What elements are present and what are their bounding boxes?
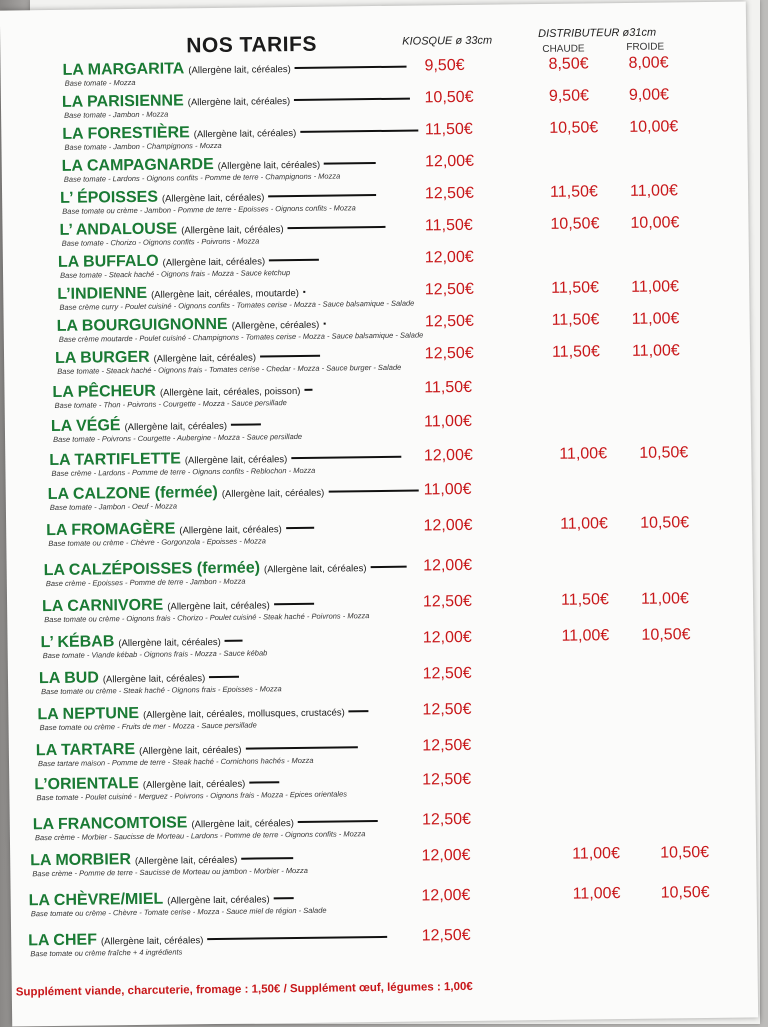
dotted-leader: [269, 259, 319, 261]
price-chaude: 11,50€: [551, 279, 600, 297]
price-chaude: 11,00€: [572, 885, 621, 903]
price-chaude: 11,50€: [560, 591, 609, 609]
price-kiosque: 12,50€: [424, 312, 474, 331]
allergen-info: (Allergène lait, céréales): [184, 454, 288, 467]
dotted-leader: [295, 66, 407, 69]
dotted-leader: [225, 640, 243, 642]
pizza-name-text: LA CALZÉPOISSES (fermée): [43, 559, 261, 580]
allergen-info: (Allergène lait, céréales): [188, 64, 291, 77]
ingredients: Base crème - Epoisses - Pomme de terre - Jambon - Mozza: [45, 576, 246, 589]
price-froide: 10,00€: [630, 214, 680, 232]
ingredients: Base tomate - Lardons - Oignons confits - Pomme de terre - Champignons - Mozza: [63, 171, 341, 184]
pizza-name-text: LA MORBIER: [30, 851, 132, 870]
page-title: NOS TARIFS: [186, 32, 318, 58]
menu-item: [8, 697, 754, 738]
pizza-name-text: LA NEPTUNE: [37, 704, 140, 724]
ingredients: Base crème moutarde - Poulet cuisiné - Champignons - Tomates cerise - Mozza - Sauce balsamique - Salade: [58, 330, 424, 344]
pizza-name-text: LA FORESTIÈRE: [62, 124, 190, 143]
price-kiosque: 12,00€: [422, 628, 472, 647]
allergen-info: (Allergène lait, céréales): [191, 818, 294, 831]
dotted-leader: [268, 194, 376, 197]
pizza-name-text: LA FROMAGÈRE: [46, 520, 176, 540]
price-kiosque: 11,00€: [423, 480, 472, 499]
price-kiosque: 12,50€: [424, 184, 474, 203]
ingredients: Base crème - Pomme de terre - Saucisse de Morteau ou jambon - Morbier - Mozza: [32, 865, 308, 879]
price-chaude: 11,00€: [561, 627, 610, 645]
ingredients: Base tomate - Poivrons - Courgette - Aubergine - Mozza - Sauce persillade: [53, 431, 303, 444]
ingredients: Base tomate - Poulet cuisiné - Merguez - Poivrons - Oignons frais - Mozza - Epices orientales: [36, 789, 348, 803]
allergen-info: (Allergène lait, céréales): [134, 854, 238, 868]
price-chaude: 11,50€: [551, 343, 600, 361]
ingredients: Base tomate - Steack haché - Oignons frais - Mozza - Sauce ketchup: [60, 268, 291, 280]
dotted-leader: [323, 323, 325, 325]
price-kiosque: 12,00€: [424, 248, 474, 267]
pizza-name-text: LA TARTARE: [35, 740, 136, 760]
pizza-name-text: LA BUD: [38, 669, 99, 688]
menu-item: [7, 625, 753, 666]
dotted-leader: [241, 857, 293, 859]
ingredients: Base tartare maison - Pomme de terre - Steak haché - Cornichons hachés - Mozza: [37, 755, 314, 769]
pizza-name-text: LA CAMPAGNARDE: [61, 155, 214, 175]
price-froide: 11,00€: [631, 310, 680, 328]
price-kiosque: 12,00€: [421, 886, 471, 905]
allergen-info: (Allergène lait, céréales): [217, 159, 321, 172]
price-kiosque: 11,00€: [423, 412, 472, 431]
price-kiosque: 9,50€: [424, 56, 465, 75]
price-froide: 11,00€: [631, 342, 680, 360]
dotted-leader: [328, 490, 418, 493]
supplement-note: Supplément viande, charcuterie, fromage : 1,50€ / Supplément œuf, légumes : 1,00€: [15, 980, 473, 999]
ingredients: Base tomate - Jambon - Champignons - Mozza: [64, 140, 222, 152]
pizza-name-text: LA BOURGUIGNONNE: [56, 315, 228, 335]
allergen-info: (Allergène lait, céréales): [193, 127, 297, 141]
ingredients: Base tomate - Mozza: [64, 77, 136, 88]
dotted-leader: [274, 897, 294, 899]
price-kiosque: 12,00€: [423, 516, 473, 535]
pizza-name-text: LA CHEF: [28, 931, 98, 950]
chaude-column-header: CHAUDE: [542, 43, 585, 55]
pizza-name-text: LA VÉGÉ: [50, 417, 121, 436]
allergen-info: (Allergène lait, céréales): [162, 256, 266, 269]
dotted-leader: [274, 603, 314, 605]
price-kiosque: 12,50€: [422, 770, 472, 789]
pizza-name-text: LA BURGER: [54, 348, 150, 367]
price-froide: 10,50€: [641, 626, 691, 644]
dotted-leader: [286, 527, 314, 529]
dotted-leader: [300, 130, 418, 133]
dotted-leader: [260, 355, 320, 357]
dotted-leader: [291, 456, 401, 459]
price-chaude: 8,50€: [548, 55, 589, 73]
pizza-name: [28, 928, 387, 950]
price-chaude: 11,00€: [560, 515, 608, 533]
ingredients: Base tomate - Jambon - Oeuf - Mozza: [49, 501, 178, 513]
ingredients: Base tomate ou crème - Chèvre - Tomate cerise - Mozza - Sauce miel de région - Salade: [30, 905, 327, 919]
price-froide: 10,50€: [660, 883, 710, 902]
allergen-info: (Allergène lait, céréales): [221, 487, 325, 500]
froide-column-header: FROIDE: [626, 41, 665, 53]
price-froide: 9,00€: [628, 86, 670, 104]
allergen-info: (Allergène, céréales): [231, 319, 320, 332]
ingredients: Base tomate - Jambon - Mozza: [64, 109, 169, 120]
pizza-name-text: LA CHÈVRE/MIEL: [28, 890, 164, 910]
kiosque-column-header: KIOSQUE ø 33cm: [402, 34, 493, 48]
pizza-name-text: LA CALZONE (fermée): [47, 483, 218, 504]
allergen-info: (Allergène lait, céréales): [187, 96, 291, 109]
dotted-leader: [209, 676, 239, 678]
allergen-info: (Allergène lait, céréales): [139, 744, 242, 757]
menu-item: [6, 477, 752, 518]
price-kiosque: 12,00€: [423, 556, 473, 575]
price-kiosque: 12,00€: [423, 446, 473, 465]
ingredients: Base tomate - Chorizo - Oignons confits - Poivrons - Mozza: [61, 236, 260, 248]
price-chaude: 10,50€: [549, 119, 599, 137]
allergen-info: (Allergène lait, céréales): [142, 778, 246, 791]
menu-item: [7, 553, 753, 594]
allergen-info: (Allergène lait, céréales): [167, 894, 270, 907]
menu-item: [6, 513, 752, 554]
price-kiosque: 12,00€: [424, 152, 475, 171]
pizza-name: [62, 90, 410, 112]
price-kiosque: 12,50€: [424, 344, 474, 363]
price-froide: 10,50€: [660, 843, 710, 862]
ingredients: Base crème curry - Poulet cuisiné - Oignons confits - Tomates cerise - Mozza - Sauce balsamique - Salade: [59, 298, 415, 312]
price-froide: 11,00€: [629, 182, 678, 200]
price-sheet: [0, 1, 758, 1026]
ingredients: Base tomate - Steack haché - Oignons frais - Tomates cerise - Chedar - Mozza - Sauce burger - Salade: [57, 362, 402, 376]
price-chaude: 9,50€: [548, 87, 590, 105]
dotted-leader: [298, 820, 378, 822]
pizza-name-text: L’ ANDALOUSE: [59, 220, 178, 239]
pizza-name: [48, 482, 419, 505]
pizza-name-text: L’ KÉBAB: [40, 633, 115, 652]
ingredients: Base tomate ou crème fraîche + 4 ingrédients: [30, 947, 183, 959]
allergen-info: (Allergène lait, céréales): [124, 420, 228, 434]
dotted-leader: [207, 936, 387, 940]
ingredients: Base tomate ou crème - Chèvre - Gorgonzola - Epoisses - Mozza: [48, 536, 266, 549]
price-kiosque: 12,50€: [421, 926, 471, 945]
ingredients: Base tomate ou crème - Steak haché - Oignons frais - Epoisses - Mozza: [41, 684, 282, 697]
ingredients: Base tomate ou crème - Fruits de mer - Mozza - Sauce persillade: [39, 720, 257, 733]
dotted-leader: [304, 389, 312, 391]
price-kiosque: 12,50€: [422, 736, 472, 755]
price-kiosque: 11,50€: [424, 216, 473, 235]
dotted-leader: [288, 226, 386, 229]
allergen-info: (Allergène lait, céréales, poisson): [159, 385, 301, 399]
dotted-leader: [249, 781, 279, 783]
pizza-name-text: LA CARNIVORE: [42, 596, 164, 616]
pizza-name: [62, 121, 418, 143]
price-chaude: 11,50€: [549, 183, 598, 201]
price-froide: 11,00€: [640, 590, 689, 608]
price-kiosque: 12,00€: [421, 846, 471, 865]
price-kiosque: 12,50€: [422, 664, 472, 683]
dotted-leader: [303, 291, 305, 293]
price-chaude: 11,00€: [559, 445, 608, 463]
allergen-info: (Allergène lait, céréales): [153, 352, 257, 365]
menu-item: [9, 767, 755, 808]
menu-item: [11, 923, 757, 964]
price-froide: 11,00€: [631, 278, 680, 296]
ingredients: Base tomate - Viande kébab - Oignons frais - Mozza - Sauce kébab: [42, 648, 268, 661]
pizza-name-text: LA TARTIFLETTE: [49, 450, 181, 470]
menu-item: [10, 807, 756, 848]
ingredients: Base tomate ou crème - Oignons frais - Chorizo - Poulet cuisiné - Steak haché - Poivrons - Mozza: [44, 611, 370, 625]
price-kiosque: 11,50€: [424, 120, 473, 139]
dotted-leader: [370, 566, 406, 568]
allergen-info: (Allergène lait, céréales): [102, 673, 206, 686]
pizza-name: [62, 58, 406, 80]
dotted-leader: [324, 162, 376, 164]
price-kiosque: 10,50€: [424, 88, 474, 107]
menu-item: [11, 883, 757, 924]
distributeur-column-header: DISTRIBUTEUR ø31cm: [538, 26, 657, 41]
allergen-info: (Allergène lait, céréales): [263, 563, 367, 576]
allergen-info: (Allergène lait, céréales, mollusques, crustacés): [143, 707, 345, 721]
pizza-name-text: LA PARISIENNE: [61, 92, 184, 111]
ingredients: Base crème - Lardons - Pomme de terre - Oignons confits - Reblochon - Mozza: [51, 465, 316, 478]
price-froide: 8,00€: [628, 54, 669, 72]
ingredients: Base crème - Morbier - Saucisse de Morteau - Lardons - Pomme de terre - Oignons confits - Mozza: [34, 829, 366, 843]
price-kiosque: 11,50€: [424, 378, 473, 397]
price-kiosque: 12,50€: [421, 810, 472, 829]
dotted-leader: [349, 710, 369, 712]
dotted-leader: [231, 423, 261, 425]
price-froide: 10,50€: [639, 444, 689, 462]
pizza-name-text: LA MARGARITA: [62, 60, 185, 79]
price-chaude: 11,50€: [551, 311, 600, 329]
allergen-info: (Allergène lait, céréales): [100, 935, 204, 948]
price-kiosque: 12,50€: [422, 700, 472, 719]
price-chaude: 10,50€: [550, 215, 600, 233]
dotted-leader: [246, 746, 358, 749]
price-kiosque: 12,50€: [424, 280, 474, 299]
pizza-name-text: L’ORIENTALE: [34, 774, 139, 794]
pizza-name-text: LA BUFFALO: [57, 252, 159, 271]
menu-item: [10, 843, 756, 884]
price-froide: 10,00€: [629, 118, 679, 136]
ingredients: Base tomate ou crème - Jambon - Pomme de terre - Epoisses - Oignons confits - Mozza: [62, 203, 356, 216]
dotted-leader: [294, 98, 410, 101]
ingredients: Base tomate - Thon - Poivrons - Courgette - Mozza - Sauce persillade: [54, 398, 287, 410]
menu-item: [7, 589, 753, 630]
allergen-info: (Allergène lait, céréales, moutarde): [151, 287, 300, 301]
pizza-name-text: L’INDIENNE: [57, 284, 148, 303]
allergen-info: (Allergène lait, céréales): [181, 224, 284, 237]
price-froide: 10,50€: [640, 514, 690, 532]
pizza-name-text: L’ ÉPOISSES: [60, 188, 159, 207]
price-chaude: 11,00€: [572, 845, 621, 863]
allergen-info: (Allergène lait, céréales): [179, 524, 282, 537]
pizza-name-text: LA FRANCOMTOISE: [32, 814, 188, 834]
price-kiosque: 12,50€: [422, 592, 473, 611]
allergen-info: (Allergène lait, céréales): [161, 192, 265, 205]
pizza-name-text: LA PÊCHEUR: [52, 382, 157, 401]
allergen-info: (Allergène lait, céréales): [167, 600, 270, 613]
menu-item: [8, 661, 754, 702]
allergen-info: (Allergène lait, céréales): [118, 636, 221, 650]
